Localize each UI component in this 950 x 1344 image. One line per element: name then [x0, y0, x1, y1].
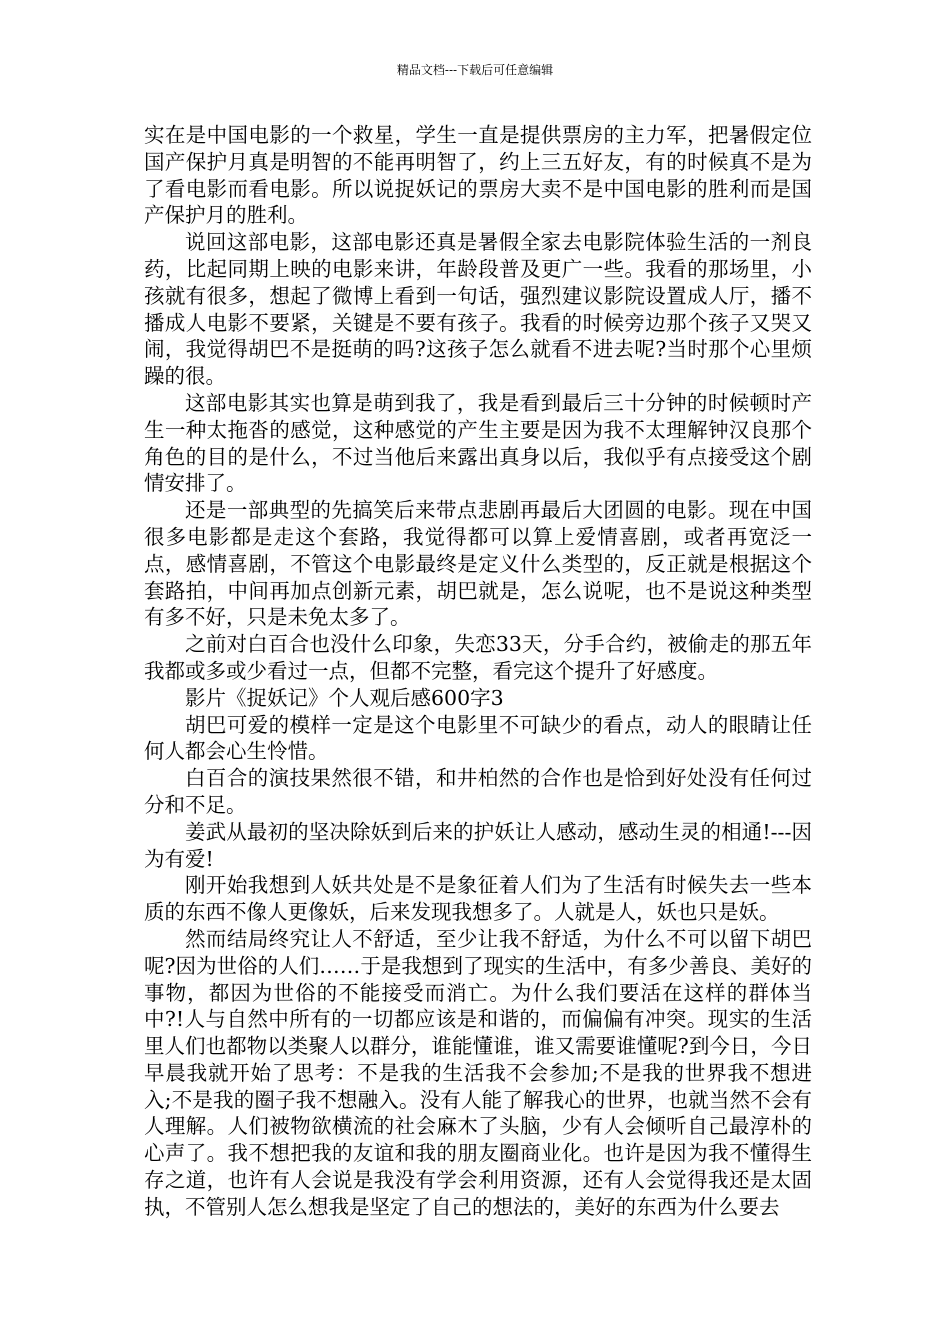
paragraph-5: 之前对白百合也没什么印象，失恋33天，分手合约，被偷走的那五年我都或多或少看过一点，但都不完整，看完这个提升了好感度。	[144, 632, 812, 683]
section-heading: 影片《捉妖记》个人观后感600字3	[185, 685, 504, 710]
paragraph-3: 这部电影其实也算是萌到我了，我是看到最后三十分钟的时候顿时产生一种太拖沓的感觉，这种感觉的产生主要是因为我不太理解钟汉良那个角色的目的是什么，不过当他后来露出真身以后，我似乎有点接受这个剧情安排了。	[144, 390, 812, 496]
paragraph-9: 刚开始我想到人妖共处是不是象征着人们为了生活有时候失去一些本质的东西不像人更像妖，后来发现我想多了。人就是人，妖也只是妖。	[144, 873, 812, 925]
document-body	[144, 122, 812, 1221]
paragraph-7: 白百合的演技果然很不错，和井柏然的合作也是恰到好处没有任何过分和不足。	[144, 766, 812, 817]
paragraph-1: 实在是中国电影的一个救星，学生一直是提供票房的主力军，把暑假定位国产保护月真是明智的不能再明智了，约上三五好友，有的时候真不是为了看电影而看电影。所以说捉妖记的票房大卖不是中国电影的胜利而是国产保护月的胜利。	[144, 123, 812, 228]
paragraph-2: 说回这部电影，这部电影还真是暑假全家去电影院体验生活的一剂良药，比起同期上映的电影来讲，年龄段普及更广一些。我看的那场里，小孩就有很多，想起了微博上看到一句话，强烈建议影院设置成人厅，播不播成人电影不要紧，关键是不要有孩子。我看的时候旁边那个孩子又哭又闹，我觉得胡巴不是挺萌的吗?这孩子怎么就看不进去呢?当时那个心里烦躁的很。	[144, 230, 812, 389]
paragraph-4: 还是一部典型的先搞笑后来带点悲剧再最后大团圆的电影。现在中国很多电影都是走这个套路，我觉得都可以算上爱情喜剧，或者再宽泛一点，感情喜剧，不管这个电影最终是定义什么类型的，反正就是根据这个套路拍，中间再加点创新元素，胡巴就是，怎么说呢，也不是说这种类型有多不好，只是未免太多了。	[144, 498, 812, 630]
paragraph-10: 然而结局终究让人不舒适，至少让我不舒适，为什么不可以留下胡巴呢?因为世俗的人们……于是我想到了现实的生活中，有多少善良、美好的事物，都因为世俗的不能接受而消亡。为什么我们要活在这样的群体当中?!人与自然中所有的一切都应该是和谐的，而偏偏有冲突。现实的生活里人们也都物以类聚人以群分，谁能懂谁，谁又需要谁懂呢?到今日，今日早晨我就开始了思考：不是我的生活我不会参加;不是我的世界我不想进入;不是我的圈子我不想融入。没有人能了解我心的世界，也就当然不会有人理解。人们被物欲横流的社会麻木了头脑，少有人会倾听自己最淳朴的心声了。我不想把我的友谊和我的朋友圈商业化。也许是因为我不懂得生存之道，也许有人会说是我没有学会利用资源，还有人会觉得我还是太固执，不管别人怎么想我是坚定了自己的想法的，美好的东西为什么要去	[144, 926, 812, 1219]
paragraph-8: 姜武从最初的坚决除妖到后来的护妖让人感动，感动生灵的相通!---因为有爱!	[144, 819, 812, 871]
paragraph-6: 胡巴可爱的模样一定是这个电影里不可缺少的看点，动人的眼睛让任何人都会心生怜惜。	[144, 712, 812, 764]
page-header: 精品文档---下载后可任意编辑	[396, 63, 554, 77]
